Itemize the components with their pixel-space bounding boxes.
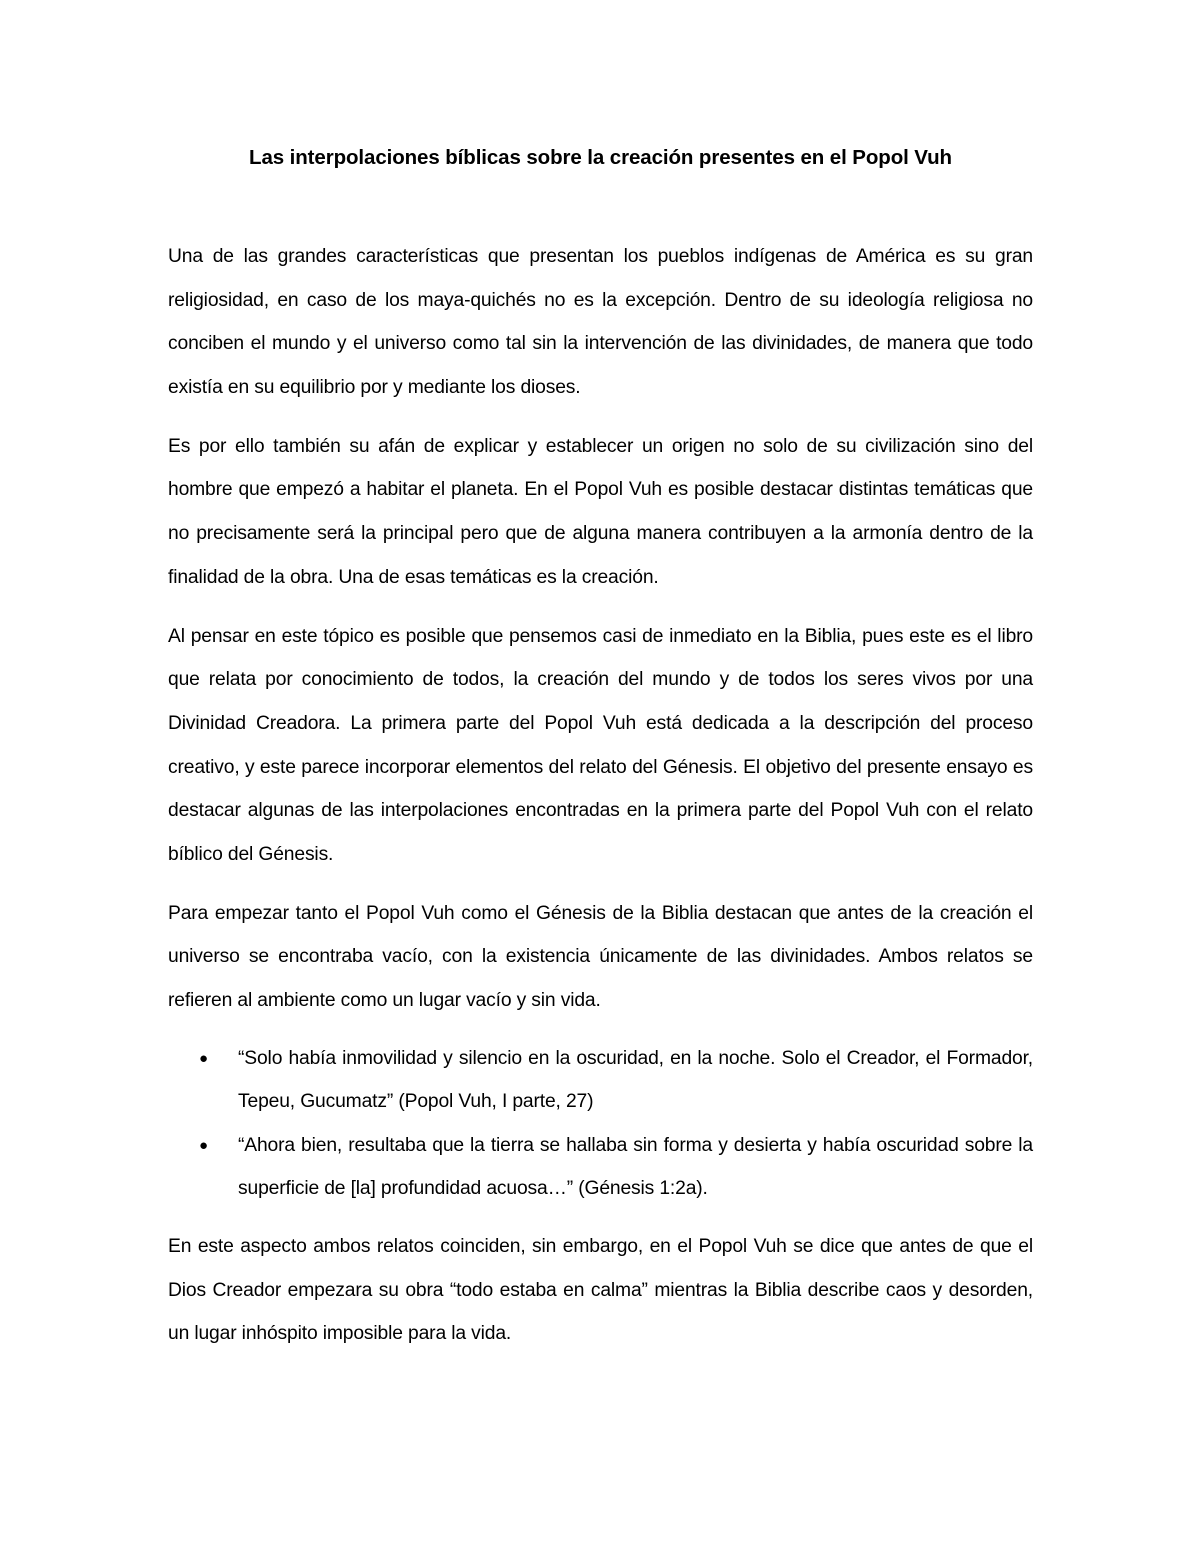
closing-paragraph: En este aspecto ambos relatos coinciden, sin embargo, en el Popol Vuh se dice que antes de que el Dios Creador empezara su obra “todo estaba en calma” mientras la Biblia describe caos y desorden, un lugar inhóspito imposible para la vida. — [168, 1235, 1033, 1345]
quote-item — [168, 1037, 1033, 1124]
bullet-icon: ● — [199, 1049, 208, 1067]
paragraph-3: Al pensar en este tópico es posible que pensemos casi de inmediato en la Biblia, pues este es el libro que relata por conocimiento de todos, la creación del mundo y de todos los seres vivos por una Divinidad Creadora. La primera parte del Popol Vuh está dedicada a la descripción del proceso creativo, y este parece incorporar elementos del relato del Génesis. El objetivo del presente ensayo es destacar algunas de las interpolaciones encontradas en la primera parte del Popol Vuh con el relato bíblico del Génesis. — [168, 625, 1033, 865]
document-title: Las interpolaciones bíblicas sobre la creación presentes en el Popol Vuh — [249, 146, 952, 169]
quote-text: “Ahora bien, resultaba que la tierra se hallaba sin forma y desierta y había oscuridad sobre la superficie de [la] profundidad acuosa…” (Génesis 1:2a). — [238, 1134, 1033, 1200]
document-body — [168, 138, 1033, 1356]
paragraph-1: Una de las grandes características que presentan los pueblos indígenas de América es su gran religiosidad, en caso de los maya-quichés no es la excepción. Dentro de su ideología religiosa no conciben el mundo y el universo como tal sin la intervención de las divinidades, de manera que todo existía en su equilibrio por y mediante los dioses. — [168, 246, 1033, 398]
quote-item — [168, 1124, 1033, 1211]
paragraph-4: Para empezar tanto el Popol Vuh como el Génesis de la Biblia destacan que antes de la creación el universo se encontraba vacío, con la existencia únicamente de las divinidades. Ambos relatos se refieren al ambiente como un lugar vacío y sin vida. — [168, 902, 1033, 1011]
quote-text: “Solo había inmovilidad y silencio en la oscuridad, en la noche. Solo el Creador, el Formador, Tepeu, Gucumatz” (Popol Vuh, I parte, 27) — [238, 1047, 1033, 1113]
quote-list — [168, 1037, 1033, 1211]
paragraph-2: Es por ello también su afán de explicar y establecer un origen no solo de su civilización sino del hombre que empezó a habitar el planeta. En el Popol Vuh es posible destacar distintas temáticas que no precisamente será la principal pero que de alguna manera contribuyen a la armonía dentro de la finalidad de la obra. Una de esas temáticas es la creación. — [168, 435, 1033, 588]
bullet-icon: ● — [199, 1136, 208, 1154]
